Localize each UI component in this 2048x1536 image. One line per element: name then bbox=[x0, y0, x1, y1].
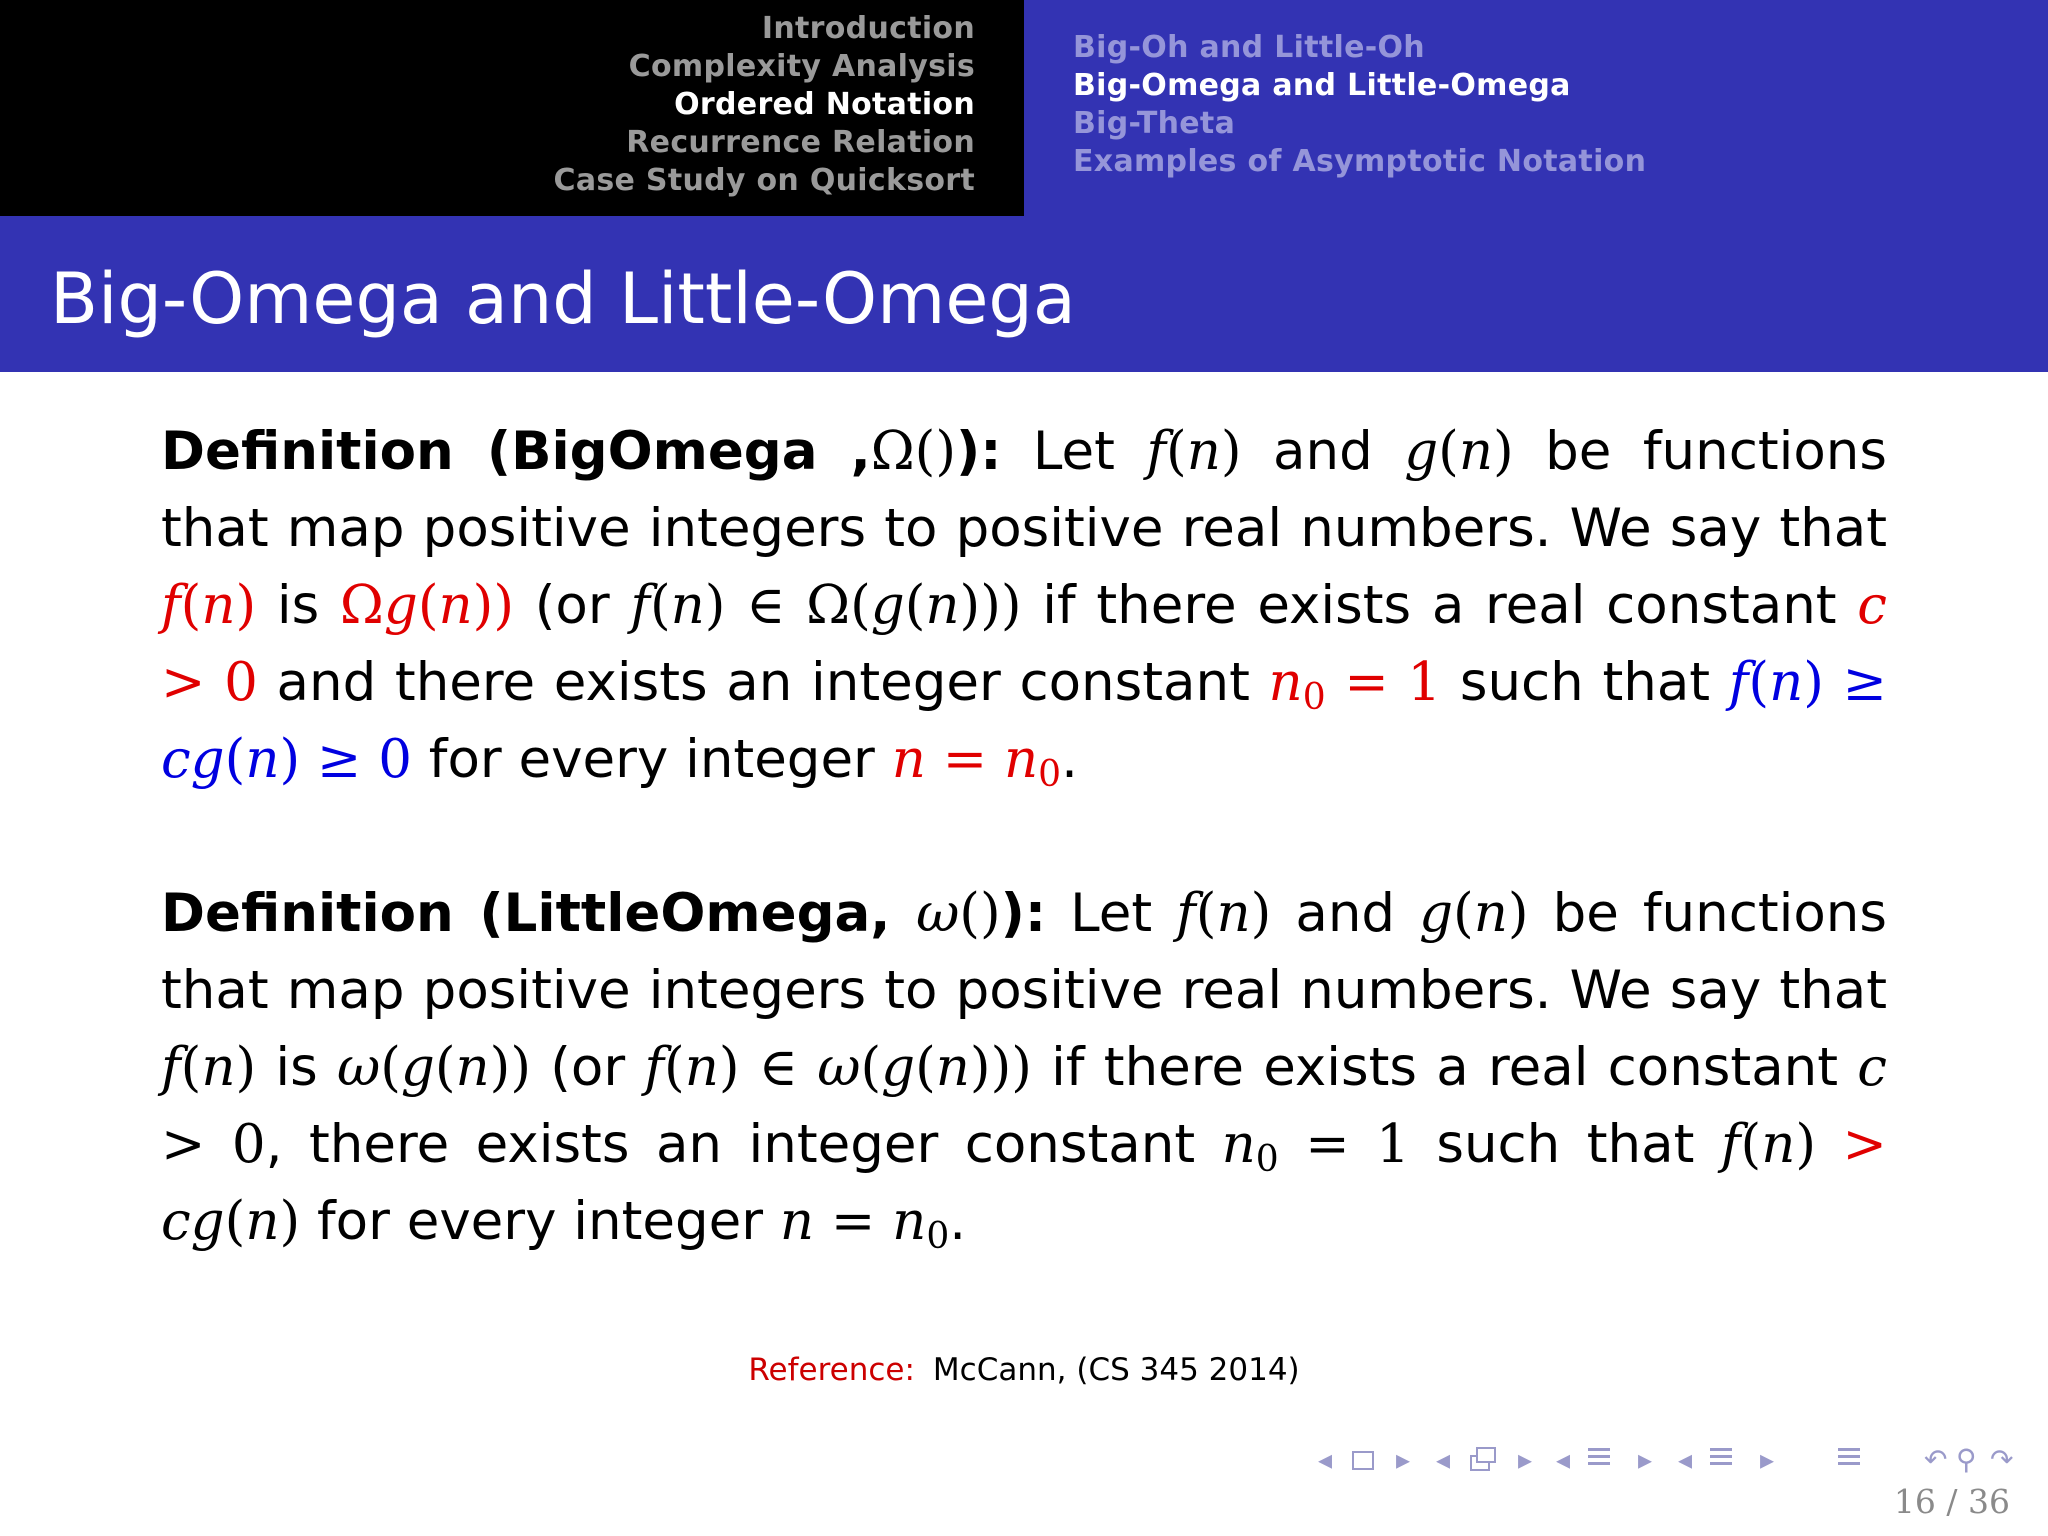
big-omega-definition: Definition (BigOmega ,Ω()): Let f(n) and g(n) be functions that map positive integers to positive real numbers. We say that f(n) is Ωg(n)) (or f(n) ∈ Ω(g(n))) if there exists a real constant c > 0 and there exists an integer constant $n_0 = 1$ such that f(n) ≥ cg(n) ≥ 0 for every integer $n = n_0$. bbox=[161, 421, 1887, 795]
page-number: 16 / 36 bbox=[1893, 1482, 2010, 1521]
nav-frame-prev-icon[interactable]: ◂ bbox=[1318, 1443, 1333, 1476]
subsection-link-big-theta[interactable]: Big-Theta bbox=[1073, 106, 1236, 141]
section-link-introduction[interactable]: Introduction bbox=[761, 11, 975, 46]
nav-frame-next-icon[interactable]: ▸ bbox=[1396, 1443, 1411, 1476]
nav-section-icon[interactable] bbox=[1588, 1448, 1610, 1472]
nav-subsection-icon-back bbox=[1476, 1447, 1496, 1463]
nav-section-next-icon[interactable]: ▸ bbox=[1638, 1443, 1653, 1476]
subsection-link-big-omega[interactable]: Big-Omega and Little-Omega bbox=[1073, 68, 1571, 103]
subsection-link-examples[interactable]: Examples of Asymptotic Notation bbox=[1073, 144, 1647, 179]
nav-forward-icon[interactable]: ↷ bbox=[1990, 1443, 2014, 1476]
little-omega-definition: Definition (LittleOmega, ω()): Let f(n) and g(n) be functions that map positive integers to positive real numbers. We say that f(n) is ω(g(n)) (or f(n) ∈ ω(g(n))) if there exists a real constant c > 0, there exists an integer constant $n_0 = 1$ such that f(n) > cg(n) for every integer $n = n_0$. bbox=[161, 883, 1887, 1257]
section-link-recurrence-relation[interactable]: Recurrence Relation bbox=[626, 125, 975, 160]
section-link-ordered-notation[interactable]: Ordered Notation bbox=[674, 87, 975, 122]
subsection-link-big-oh[interactable]: Big-Oh and Little-Oh bbox=[1073, 30, 1425, 65]
subsection-navigation bbox=[1024, 0, 2048, 216]
nav-frame-icon[interactable] bbox=[1352, 1451, 1374, 1470]
nav-section-prev-icon[interactable]: ◂ bbox=[1556, 1443, 1571, 1476]
little-omega-heading: Definition (LittleOmega, ω()): bbox=[161, 883, 1047, 944]
nav-document-prev-icon[interactable]: ◂ bbox=[1678, 1443, 1693, 1476]
nav-subsection-next-icon[interactable]: ▸ bbox=[1518, 1443, 1533, 1476]
search-icon[interactable]: ⚲ bbox=[1956, 1443, 1977, 1476]
reference-note bbox=[0, 1352, 2048, 1388]
section-navigation bbox=[0, 0, 1024, 216]
nav-document-icon[interactable] bbox=[1710, 1448, 1732, 1472]
reference-text: McCann, (CS 345 2014) bbox=[932, 1352, 1300, 1388]
nav-subsection-prev-icon[interactable]: ◂ bbox=[1436, 1443, 1451, 1476]
frame-title-bar bbox=[0, 216, 2048, 372]
section-link-case-study-quicksort[interactable]: Case Study on Quicksort bbox=[553, 163, 975, 198]
reference-label: Reference: bbox=[748, 1352, 915, 1388]
nav-align-icon[interactable] bbox=[1838, 1448, 1860, 1472]
section-link-complexity-analysis[interactable]: Complexity Analysis bbox=[628, 49, 975, 84]
nav-back-icon[interactable]: ↶ bbox=[1924, 1443, 1948, 1476]
frame-title: Big-Omega and Little-Omega bbox=[50, 258, 1076, 340]
big-omega-heading: Definition (BigOmega ,Ω()): bbox=[161, 421, 1002, 482]
nav-document-next-icon[interactable]: ▸ bbox=[1760, 1443, 1775, 1476]
